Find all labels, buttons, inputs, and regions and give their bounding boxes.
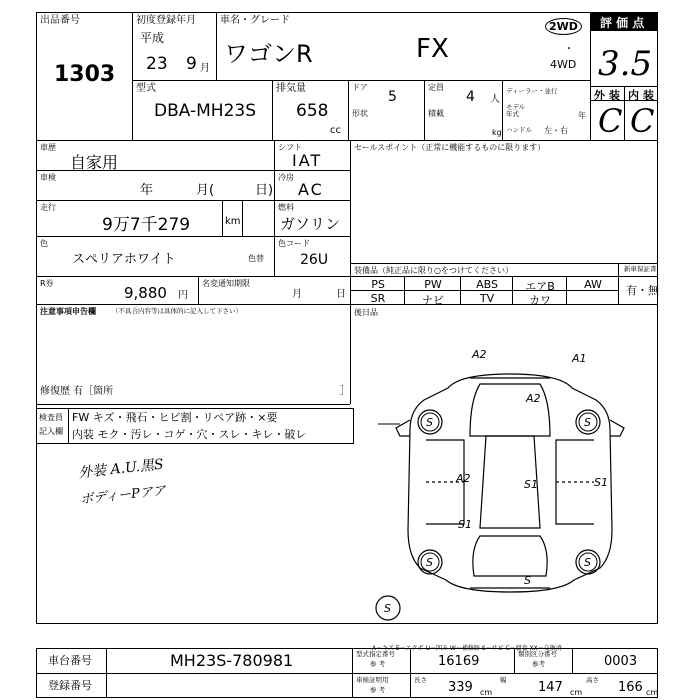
divider bbox=[350, 263, 658, 264]
divider bbox=[350, 276, 658, 277]
divider bbox=[348, 80, 349, 140]
inspection-month: 月( bbox=[196, 183, 215, 198]
equip-item: ABS bbox=[476, 278, 498, 291]
divider bbox=[242, 200, 243, 236]
damage-mark-s-rl: S bbox=[426, 556, 433, 569]
fuel-label: 燃料 bbox=[278, 203, 294, 212]
ext-grade: C bbox=[598, 102, 623, 140]
shift-value: IAT bbox=[292, 151, 323, 170]
divider bbox=[36, 404, 350, 405]
inspector-row-1: FW キズ・飛石・ヒビ割・リペア跡・×要 bbox=[72, 411, 278, 424]
notes-sub: （不具合内容等は具体的に記入して下さい） bbox=[112, 307, 242, 315]
repair-label: 修復歴 有［箇所 bbox=[40, 386, 114, 397]
drive-2wd: 2WD bbox=[545, 18, 582, 35]
divider bbox=[502, 80, 503, 140]
divider bbox=[514, 648, 515, 673]
int-label: 内 装 bbox=[628, 89, 654, 102]
type-cert-value: 16169 bbox=[438, 654, 480, 669]
handle-value: 左・右 bbox=[544, 126, 568, 135]
divider bbox=[572, 648, 573, 673]
equip-item: TV bbox=[479, 292, 495, 305]
length-label: 長さ bbox=[414, 676, 427, 684]
divider bbox=[618, 263, 619, 304]
mileage-unit: km bbox=[225, 216, 241, 227]
warranty-label: 新車保証書 bbox=[624, 265, 657, 273]
handwritten-note-1: 外装 A.U.黒S bbox=[77, 456, 165, 482]
height-value: 166 bbox=[618, 680, 643, 695]
class-num-label: 類別区分番号 bbox=[518, 650, 557, 658]
damage-mark-s1-right: S1 bbox=[594, 476, 608, 489]
reg-month-unit: 月 bbox=[200, 63, 210, 74]
inspector-label-1: 検査員 bbox=[39, 413, 63, 422]
length-unit: cm bbox=[480, 688, 493, 697]
type-value: DBA-MH23S bbox=[154, 101, 257, 121]
damage-mark-s-fr: S bbox=[584, 416, 591, 429]
damage-mark-a1: A1 bbox=[572, 352, 587, 365]
equip-item: PS bbox=[371, 278, 385, 291]
ac-label: 冷房 bbox=[278, 173, 294, 182]
damage-mark-s-spare: S bbox=[384, 602, 391, 615]
lot-label: 出品番号 bbox=[40, 15, 80, 26]
color-value: スペリアホワイト bbox=[72, 252, 176, 267]
divider bbox=[216, 12, 217, 80]
score-value: 3.5 bbox=[598, 44, 653, 84]
divider bbox=[68, 408, 69, 444]
drive-4wd: 4WD bbox=[550, 58, 577, 71]
divider bbox=[132, 80, 590, 81]
damage-mark-s1-left: S1 bbox=[458, 518, 472, 531]
ext-label: 外 装 bbox=[594, 89, 620, 102]
width-unit: cm bbox=[570, 688, 583, 697]
inspection-day: 日) bbox=[255, 183, 274, 198]
year-unit: 年 bbox=[578, 111, 586, 120]
width-label: 幅 bbox=[500, 676, 507, 684]
inspection-label: 車検 bbox=[40, 173, 56, 182]
equip-item: PW bbox=[424, 278, 442, 291]
model-year-label: モデル年式 bbox=[506, 103, 526, 118]
registration-label: 登録番号 bbox=[48, 679, 92, 692]
mileage-label: 走行 bbox=[40, 203, 56, 212]
dims-sub: 参 考 bbox=[370, 686, 386, 694]
model-label: 車名・グレード bbox=[220, 15, 290, 26]
fuel-value: ガソリン bbox=[280, 215, 341, 233]
dims-label: 車検証明用 bbox=[356, 676, 389, 684]
divider bbox=[36, 236, 350, 237]
reg-year: 23 bbox=[146, 54, 168, 74]
class-num-value: 0003 bbox=[604, 654, 638, 669]
deadline-month: 月 bbox=[292, 289, 302, 300]
equip-item: ナビ bbox=[422, 294, 444, 307]
sales-label: セールスポイント（正常に機能するものに限ります） bbox=[354, 143, 546, 152]
repair-bracket: ］ bbox=[340, 386, 350, 397]
drive-dot: ・ bbox=[564, 44, 574, 55]
width-value: 147 bbox=[538, 680, 563, 695]
divider bbox=[624, 86, 625, 140]
handwritten-note-2: ボディーPアア bbox=[79, 483, 167, 508]
inspection-year: 年 bbox=[140, 183, 154, 198]
divider bbox=[36, 200, 350, 201]
disp-value: 658 bbox=[296, 101, 329, 121]
color-change-label: 色替 bbox=[248, 254, 264, 263]
deadline-label: 名変通知期限 bbox=[202, 279, 250, 288]
doors-value: 5 bbox=[388, 89, 397, 105]
equip-item: AW bbox=[584, 278, 602, 291]
shape-label: 形状 bbox=[352, 109, 368, 118]
divider bbox=[274, 236, 275, 276]
divider bbox=[36, 276, 350, 277]
history-label: 車歴 bbox=[40, 143, 56, 152]
divider bbox=[512, 276, 513, 304]
reg-era: 平成 bbox=[140, 31, 165, 45]
damage-mark-s1-roof: S1 bbox=[524, 478, 538, 491]
damage-mark-s-fl: S bbox=[426, 416, 433, 429]
type-label: 型式 bbox=[136, 83, 156, 94]
after-label: 後日品 bbox=[354, 308, 378, 317]
load-label: 積載 bbox=[428, 109, 444, 118]
model-grade: FX bbox=[416, 34, 449, 64]
shift-label: シフト bbox=[278, 143, 302, 152]
height-unit: cm bbox=[646, 688, 659, 697]
inspector-row-2: 内装 モク・汚レ・コゲ・穴・スレ・キレ・破レ bbox=[72, 428, 307, 441]
equip-item: エアB bbox=[525, 280, 555, 293]
divider bbox=[350, 140, 351, 404]
capacity-value: 4 bbox=[466, 89, 475, 105]
height-label: 高さ bbox=[586, 676, 599, 684]
mileage-value: 9万7千279 bbox=[102, 215, 191, 235]
recycle-unit: 円 bbox=[178, 290, 188, 301]
lot-number: 1303 bbox=[54, 62, 116, 87]
damage-mark-a2-hood: A2 bbox=[526, 392, 541, 405]
notes-label: 注意事項申告欄 bbox=[40, 307, 96, 316]
divider bbox=[566, 276, 567, 304]
ac-value: AC bbox=[298, 180, 324, 199]
length-value: 339 bbox=[448, 680, 473, 695]
capacity-unit: 人 bbox=[490, 94, 500, 105]
car-damage-diagram bbox=[360, 340, 658, 630]
chassis-value: MH23S-780981 bbox=[170, 651, 294, 670]
divider bbox=[352, 648, 353, 698]
color-code-value: 26U bbox=[300, 252, 329, 268]
dealer-label: ディーラー・並行 bbox=[506, 87, 558, 95]
disp-unit: cc bbox=[330, 125, 341, 136]
recycle-value: 9,880 bbox=[124, 284, 167, 302]
reg-label: 初度登録年月 bbox=[136, 15, 196, 26]
color-label: 色 bbox=[40, 239, 48, 248]
recycle-label: R券 bbox=[40, 279, 54, 288]
divider bbox=[36, 140, 658, 141]
divider bbox=[198, 276, 199, 304]
damage-legend: A－キズ E－エクボ U－凹み W－補修跡 S－サビ C－腐食 XX－交換済 bbox=[372, 645, 562, 652]
deadline-day: 日 bbox=[336, 289, 346, 300]
int-grade: C bbox=[630, 102, 655, 140]
divider bbox=[132, 12, 133, 140]
divider bbox=[106, 648, 107, 698]
damage-mark-s-rr: S bbox=[584, 556, 591, 569]
equip-item: SR bbox=[370, 292, 386, 305]
divider bbox=[272, 80, 273, 140]
class-num-sub: 参考 bbox=[532, 660, 545, 668]
divider bbox=[274, 140, 275, 236]
score-label: 評 価 点 bbox=[600, 16, 645, 30]
capacity-label: 定員 bbox=[428, 83, 444, 92]
divider bbox=[36, 673, 658, 674]
chassis-label: 車台番号 bbox=[48, 654, 92, 667]
equip-item: カワ bbox=[529, 294, 551, 307]
reg-month: 9 bbox=[186, 54, 197, 74]
handle-label: ハンドル bbox=[506, 126, 532, 134]
model-name: ワゴンR bbox=[224, 40, 313, 68]
inspector-label-2: 記入欄 bbox=[39, 427, 63, 436]
damage-mark-a2-front: A2 bbox=[472, 348, 487, 361]
kg-label: kg bbox=[492, 128, 502, 137]
divider bbox=[404, 276, 405, 304]
damage-mark-s-rear: S bbox=[524, 574, 531, 587]
doors-label: ドア bbox=[352, 83, 368, 92]
divider bbox=[424, 80, 425, 140]
divider bbox=[36, 304, 350, 305]
history-value: 自家用 bbox=[70, 153, 119, 172]
divider bbox=[590, 12, 591, 140]
divider bbox=[410, 648, 411, 698]
color-code-label: 色コード bbox=[278, 239, 310, 248]
disp-label: 排気量 bbox=[276, 83, 306, 94]
divider bbox=[460, 276, 461, 304]
divider bbox=[222, 200, 223, 236]
equip-label: 装備品（純正品に限り○をつけてください） bbox=[354, 266, 513, 275]
type-cert-label: 型式指定番号 bbox=[356, 650, 395, 658]
type-cert-sub: 参 考 bbox=[370, 660, 386, 668]
damage-mark-a2-left: A2 bbox=[456, 472, 471, 485]
warranty-value: 有・無 bbox=[626, 284, 659, 297]
